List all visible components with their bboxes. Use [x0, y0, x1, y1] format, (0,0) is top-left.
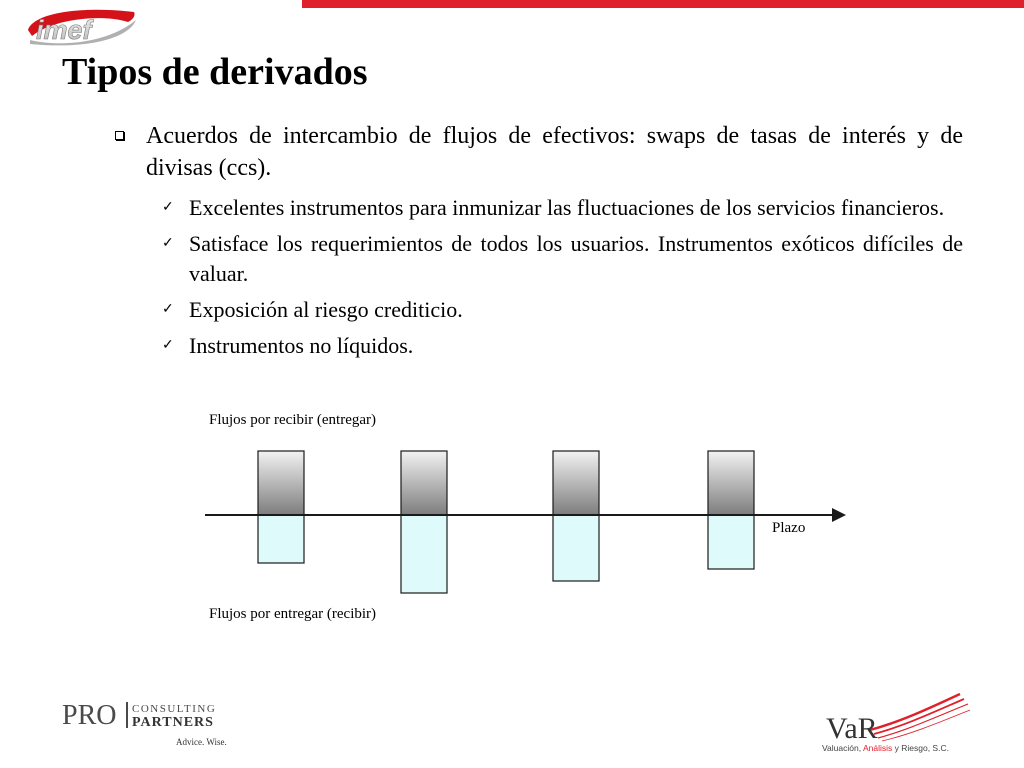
receive-flow-bar-1 [258, 451, 304, 515]
swap-cashflow-diagram [180, 400, 870, 640]
deliver-flow-bar-2 [401, 515, 447, 593]
checkmark-icon: ✓ [162, 302, 174, 317]
list-item [162, 331, 963, 361]
square-bullet-icon [115, 131, 124, 140]
cashflow-chart [180, 400, 870, 640]
partners-logo-text: PARTNERS [132, 715, 214, 730]
sub-bullet-list [162, 193, 963, 367]
sub-bullet-text: Exposición al riesgo crediticio. [189, 297, 463, 322]
pro-logo-text: PRO [62, 700, 117, 731]
receive-flows-label: Flujos por recibir (entregar) [209, 412, 377, 428]
receive-flow-bar-2 [401, 451, 447, 515]
advice-tagline: Advice. Wise. [176, 737, 227, 747]
deliver-flow-bar-3 [553, 515, 599, 581]
sub-bullet-text: Excelentes instrumentos para inmunizar las fluctuaciones de los servicios financieros. [189, 195, 945, 220]
top-accent-bar [302, 0, 1024, 8]
imef-logo-text: imef [36, 15, 92, 45]
var-tagline-highlight: Análisis [862, 743, 893, 753]
deliver-flow-bar-1 [258, 515, 304, 563]
list-item [162, 295, 963, 325]
var-tagline-prefix: Valuación, [822, 743, 863, 753]
var-logo-mark: VaR [826, 712, 878, 745]
main-bullet-text: Acuerdos de intercambio de flujos de efectivos: swaps de tasas de interés y de divisas (ccs). [146, 123, 963, 181]
svg-text:Valuación, Análisis y Riesgo, [822, 743, 949, 753]
sub-bullet-text: Satisface los requerimientos de todos los usuarios. Instrumentos exóticos difíciles de valuar. [189, 231, 963, 286]
pro-consulting-partners-logo [62, 696, 232, 750]
axis-label-plazo: Plazo [772, 520, 806, 536]
var-tagline-suffix: y Riesgo, S.C. [892, 743, 949, 753]
consulting-logo-text: CONSULTING [132, 703, 217, 715]
list-item [162, 193, 963, 223]
deliver-flow-bar-4 [708, 515, 754, 569]
checkmark-icon: ✓ [162, 200, 174, 215]
slide-title: Tipos de derivados [62, 51, 368, 93]
checkmark-icon: ✓ [162, 236, 174, 251]
receive-flow-bar-4 [708, 451, 754, 515]
sub-bullet-text: Instrumentos no líquidos. [189, 333, 414, 358]
receive-flow-bar-3 [553, 451, 599, 515]
list-item [162, 229, 963, 289]
imef-logo [24, 6, 140, 48]
axis-arrow-icon [832, 508, 846, 522]
var-logo [822, 690, 972, 754]
deliver-flows-label: Flujos por entregar (recibir) [209, 606, 377, 622]
checkmark-icon: ✓ [162, 338, 174, 353]
